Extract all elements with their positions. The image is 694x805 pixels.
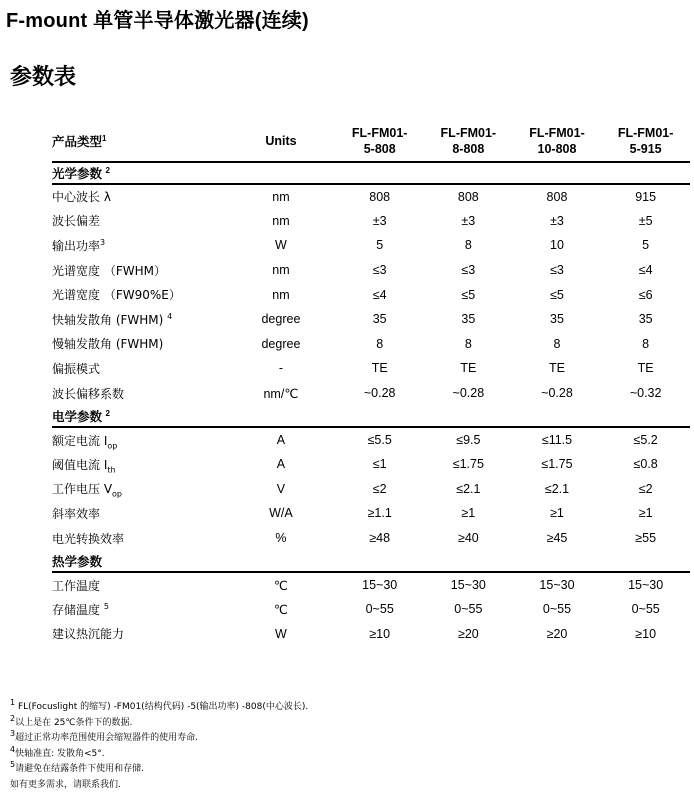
value-cell: TE xyxy=(460,361,477,376)
section-header-row xyxy=(52,405,690,427)
value-cell: 15~30 xyxy=(362,578,398,593)
section-title: 光学参数 $^2$ xyxy=(52,165,110,181)
value-cell: ≤1.75 xyxy=(541,457,573,472)
value-cell: ≥1 xyxy=(550,506,564,521)
section-title: 热学参数 xyxy=(52,555,103,570)
value-cell: 808 xyxy=(369,189,391,204)
value-cell: ≤4 xyxy=(372,287,387,302)
value-cell: 8 xyxy=(642,336,650,351)
value-cell: ≤6 xyxy=(638,287,653,302)
footnote: $^3$超过正常功率范围使用会缩短器件的使用寿命. xyxy=(10,729,198,744)
footnotes xyxy=(10,700,308,794)
section-heading: 参数表 xyxy=(10,64,77,89)
value-cell: 10 xyxy=(550,238,564,253)
table-row xyxy=(52,622,690,647)
param-name: 输出功率$^3$ xyxy=(52,237,106,253)
value-cell: ≥45 xyxy=(546,531,568,546)
unit-cell: W xyxy=(275,238,287,253)
value-cell: ≤5 xyxy=(461,287,476,302)
product-type-header: 产品类型$^1$ xyxy=(52,133,107,149)
value-cell: 15~30 xyxy=(450,578,486,593)
unit-cell: W/A xyxy=(269,506,293,521)
units-header: Units xyxy=(265,133,297,148)
param-name: 光谱宽度 （FWHM） xyxy=(52,263,166,278)
value-cell: ≤5 xyxy=(550,287,564,302)
value-cell: 5 xyxy=(376,238,384,253)
value-cell: 808 xyxy=(546,189,568,204)
value-cell: 5 xyxy=(642,238,650,253)
value-cell: ~0.28 xyxy=(541,386,573,401)
unit-cell: nm/℃ xyxy=(263,386,299,401)
page-title: F-mount 单管半导体激光器(连续) xyxy=(6,10,309,32)
value-cell: TE xyxy=(371,361,388,376)
table-row xyxy=(52,332,690,357)
value-cell: TE xyxy=(637,361,654,376)
footnote: $^1$ FL(Focuslight 的缩写) -FM01(结构代码) -5(输出功率) -808(中心波长). xyxy=(10,698,309,712)
value-cell: ≥1 xyxy=(461,506,476,521)
value-cell: ~0.28 xyxy=(363,386,396,401)
value-cell: ±3 xyxy=(550,213,564,228)
value-cell: ≤2.1 xyxy=(544,481,570,496)
value-cell: ≤1 xyxy=(372,457,387,472)
param-name: 额定电流 $I_{op}$ xyxy=(52,433,118,451)
param-name: 存储温度 $^5$ xyxy=(52,601,109,617)
table-row xyxy=(52,501,690,526)
value-cell: 8 xyxy=(464,238,472,253)
value-cell: ≤9.5 xyxy=(456,433,481,448)
table-row xyxy=(52,526,690,551)
value-cell: ≤4 xyxy=(638,263,653,278)
model-header: FL-FM01- 10-808 xyxy=(529,125,585,156)
value-cell: ≤5.2 xyxy=(633,433,658,448)
footnote: 如有更多需求，请联系我们. xyxy=(10,779,121,790)
value-cell: ≤5.5 xyxy=(367,433,392,448)
value-cell: ≥10 xyxy=(635,626,657,641)
unit-cell: nm xyxy=(272,287,290,302)
spec-table xyxy=(52,120,690,646)
param-name: 波长偏差 xyxy=(52,214,101,229)
table-row xyxy=(52,452,690,477)
footnote-ref: 1 xyxy=(102,133,107,143)
unit-cell: nm xyxy=(272,213,290,228)
value-cell: 35 xyxy=(372,312,387,327)
value-cell: ≥1.1 xyxy=(367,506,392,521)
section-header-row xyxy=(52,550,690,572)
param-name: 电光转换效率 xyxy=(52,531,125,546)
table-header-row xyxy=(52,120,690,162)
table-row xyxy=(52,477,690,502)
value-cell: ≤2 xyxy=(372,481,387,496)
footnote-ref: 3 xyxy=(100,237,106,247)
table-row xyxy=(52,597,690,622)
value-cell: 15~30 xyxy=(539,578,575,593)
table-body xyxy=(52,162,690,646)
value-cell: 0~55 xyxy=(542,602,572,617)
value-cell: ±5 xyxy=(638,213,653,228)
value-cell: ±3 xyxy=(461,213,476,228)
unit-cell: % xyxy=(275,531,287,546)
value-cell: ≤11.5 xyxy=(541,433,573,448)
param-name: 斜率效率 xyxy=(52,506,101,521)
param-name: 工作温度 xyxy=(52,578,101,593)
model-header: FL-FM01- 8-808 xyxy=(440,125,497,156)
value-cell: 15~30 xyxy=(628,578,664,593)
value-cell: 35 xyxy=(550,312,564,327)
value-cell: ≥20 xyxy=(546,626,568,641)
value-cell: ≤2.1 xyxy=(456,481,481,496)
param-name: 波长偏移系数 xyxy=(52,386,125,401)
model-header: FL-FM01- 5-915 xyxy=(617,125,674,156)
unit-cell: V xyxy=(276,481,286,496)
section-header-row xyxy=(52,162,690,184)
value-cell: 8 xyxy=(553,336,561,351)
value-cell: ≥40 xyxy=(457,531,479,546)
value-cell: 0~55 xyxy=(454,602,483,617)
unit-cell: nm xyxy=(272,189,290,204)
param-name: 建议热沉能力 xyxy=(52,627,125,642)
table-row xyxy=(52,209,690,234)
unit-cell: ℃ xyxy=(273,602,288,617)
value-cell: TE xyxy=(548,361,565,376)
unit-cell: degree xyxy=(261,336,301,351)
table-row xyxy=(52,282,690,307)
value-cell: 35 xyxy=(638,312,653,327)
footnote-ref: 4 xyxy=(167,311,173,321)
value-cell: ≤1.75 xyxy=(452,457,484,472)
param-name: 中心波长 λ xyxy=(52,190,111,205)
footnote-ref: 2 xyxy=(105,409,110,419)
footnote: $^2$以上是在 25℃条件下的数据. xyxy=(10,713,133,728)
footnote: $^5$请避免在结露条件下使用和存储. xyxy=(10,760,144,775)
unit-cell: A xyxy=(276,433,286,448)
table-row xyxy=(52,307,690,332)
value-cell: ±3 xyxy=(372,213,387,228)
table-row xyxy=(52,427,690,452)
footnote-ref: 2 xyxy=(105,165,110,175)
param-name: 偏振模式 xyxy=(52,361,101,376)
param-name: 阈值电流 $I_{th}$ xyxy=(52,457,116,475)
table-row xyxy=(52,572,690,597)
unit-cell: nm xyxy=(272,263,290,278)
table-row xyxy=(52,356,690,381)
value-cell: ≤3 xyxy=(550,263,564,278)
value-cell: ≤0.8 xyxy=(633,457,658,472)
value-cell: 0~55 xyxy=(365,602,394,617)
unit-cell: W xyxy=(275,626,287,641)
unit-cell: - xyxy=(278,361,284,376)
value-cell: ≥20 xyxy=(457,626,479,641)
param-name: 快轴发散角 (FWHM) $^4$ xyxy=(52,311,173,327)
value-cell: ~0.28 xyxy=(452,386,485,401)
value-cell: 915 xyxy=(635,189,657,204)
value-cell: ≥48 xyxy=(369,531,391,546)
value-cell: ≤3 xyxy=(372,263,387,278)
unit-cell: degree xyxy=(261,312,301,327)
table-row xyxy=(52,381,690,406)
footnote-ref: 5 xyxy=(103,601,109,611)
value-cell: ≥55 xyxy=(635,531,657,546)
value-cell: 8 xyxy=(464,336,472,351)
value-cell: ~0.32 xyxy=(629,386,662,401)
value-cell: ≤3 xyxy=(461,263,476,278)
value-cell: ≥1 xyxy=(638,506,653,521)
table-row xyxy=(52,258,690,283)
value-cell: 35 xyxy=(461,312,476,327)
footnote: $^4$快轴准直: 发散角<5°. xyxy=(10,744,105,759)
param-name: 慢轴发散角 (FWHM) xyxy=(52,337,164,352)
value-cell: ≤2 xyxy=(638,481,653,496)
model-header: FL-FM01- 5-808 xyxy=(351,125,408,156)
value-cell: 8 xyxy=(376,336,384,351)
table-row xyxy=(52,233,690,258)
param-name: 光谱宽度 （FW90%E） xyxy=(52,288,181,303)
value-cell: ≥10 xyxy=(369,626,391,641)
section-title: 电学参数 $^2$ xyxy=(52,409,110,425)
param-name: 工作电压 $V_{op}$ xyxy=(52,482,123,499)
unit-cell: ℃ xyxy=(273,578,288,593)
unit-cell: A xyxy=(276,457,286,472)
value-cell: 0~55 xyxy=(631,602,660,617)
table-row xyxy=(52,184,690,209)
value-cell: 808 xyxy=(457,189,479,204)
